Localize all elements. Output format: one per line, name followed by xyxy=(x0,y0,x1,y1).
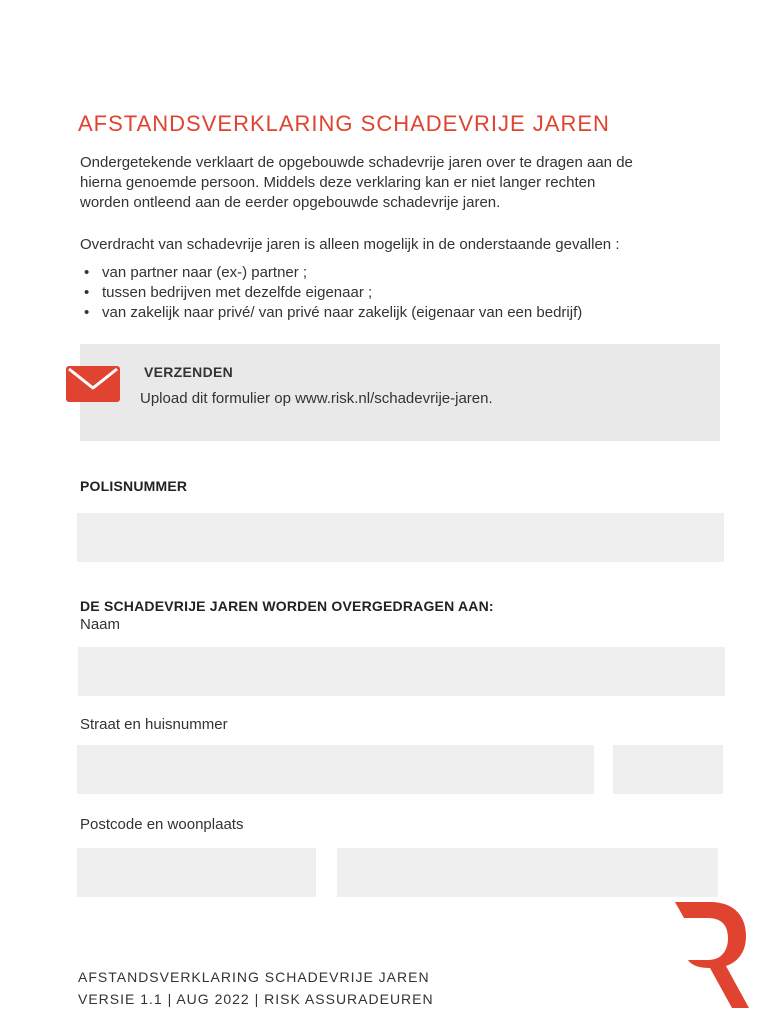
page-title: AFSTANDSVERKLARING SCHADEVRIJE JAREN xyxy=(78,110,610,136)
envelope-icon xyxy=(66,366,120,402)
postcode-label: Postcode en woonplaats xyxy=(80,816,244,833)
list-item: • van partner naar (ex-) partner ; xyxy=(80,263,582,283)
intro-line: Ondergetekende verklaart de opgebouwde schadevrije jaren over te dragen aan de xyxy=(80,154,633,171)
polisnummer-label: POLISNUMMER xyxy=(80,478,188,494)
cases-list xyxy=(80,263,582,323)
footer-version: VERSIE 1.1 | AUG 2022 | RISK ASSURADEUREN xyxy=(78,991,434,1007)
woonplaats-field[interactable] xyxy=(337,848,718,897)
intro-line: hierna genoemde persoon. Middels deze verklaring kan er niet langer rechten xyxy=(80,174,596,191)
naam-label: Naam xyxy=(80,616,121,633)
list-item: • tussen bedrijven met dezelfde eigenaar ; xyxy=(80,283,582,303)
straat-field[interactable] xyxy=(77,745,594,794)
intro-line: worden ontleend aan de eerder opgebouwde schadevrije jaren. xyxy=(80,194,501,211)
polisnummer-field[interactable] xyxy=(77,513,724,562)
risk-logo-icon xyxy=(670,900,750,1010)
naam-field[interactable] xyxy=(78,647,725,696)
intro-text xyxy=(80,153,740,213)
send-instructions: Upload dit formulier op www.risk.nl/schadevrije-jaren. xyxy=(140,390,493,407)
footer-title: AFSTANDSVERKLARING SCHADEVRIJE JAREN xyxy=(78,969,430,985)
transfer-heading: DE SCHADEVRIJE JAREN WORDEN OVERGEDRAGEN AAN: xyxy=(80,598,494,614)
list-item: • van zakelijk naar privé/ van privé naar zakelijk (eigenaar van een bedrijf) xyxy=(80,303,582,323)
cases-intro-text: Overdracht van schadevrije jaren is alleen mogelijk in de onderstaande gevallen : xyxy=(80,236,620,253)
postcode-field[interactable] xyxy=(77,848,316,897)
straat-label: Straat en huisnummer xyxy=(80,716,228,733)
send-title: VERZENDEN xyxy=(144,364,234,380)
huisnummer-field[interactable] xyxy=(613,745,723,794)
